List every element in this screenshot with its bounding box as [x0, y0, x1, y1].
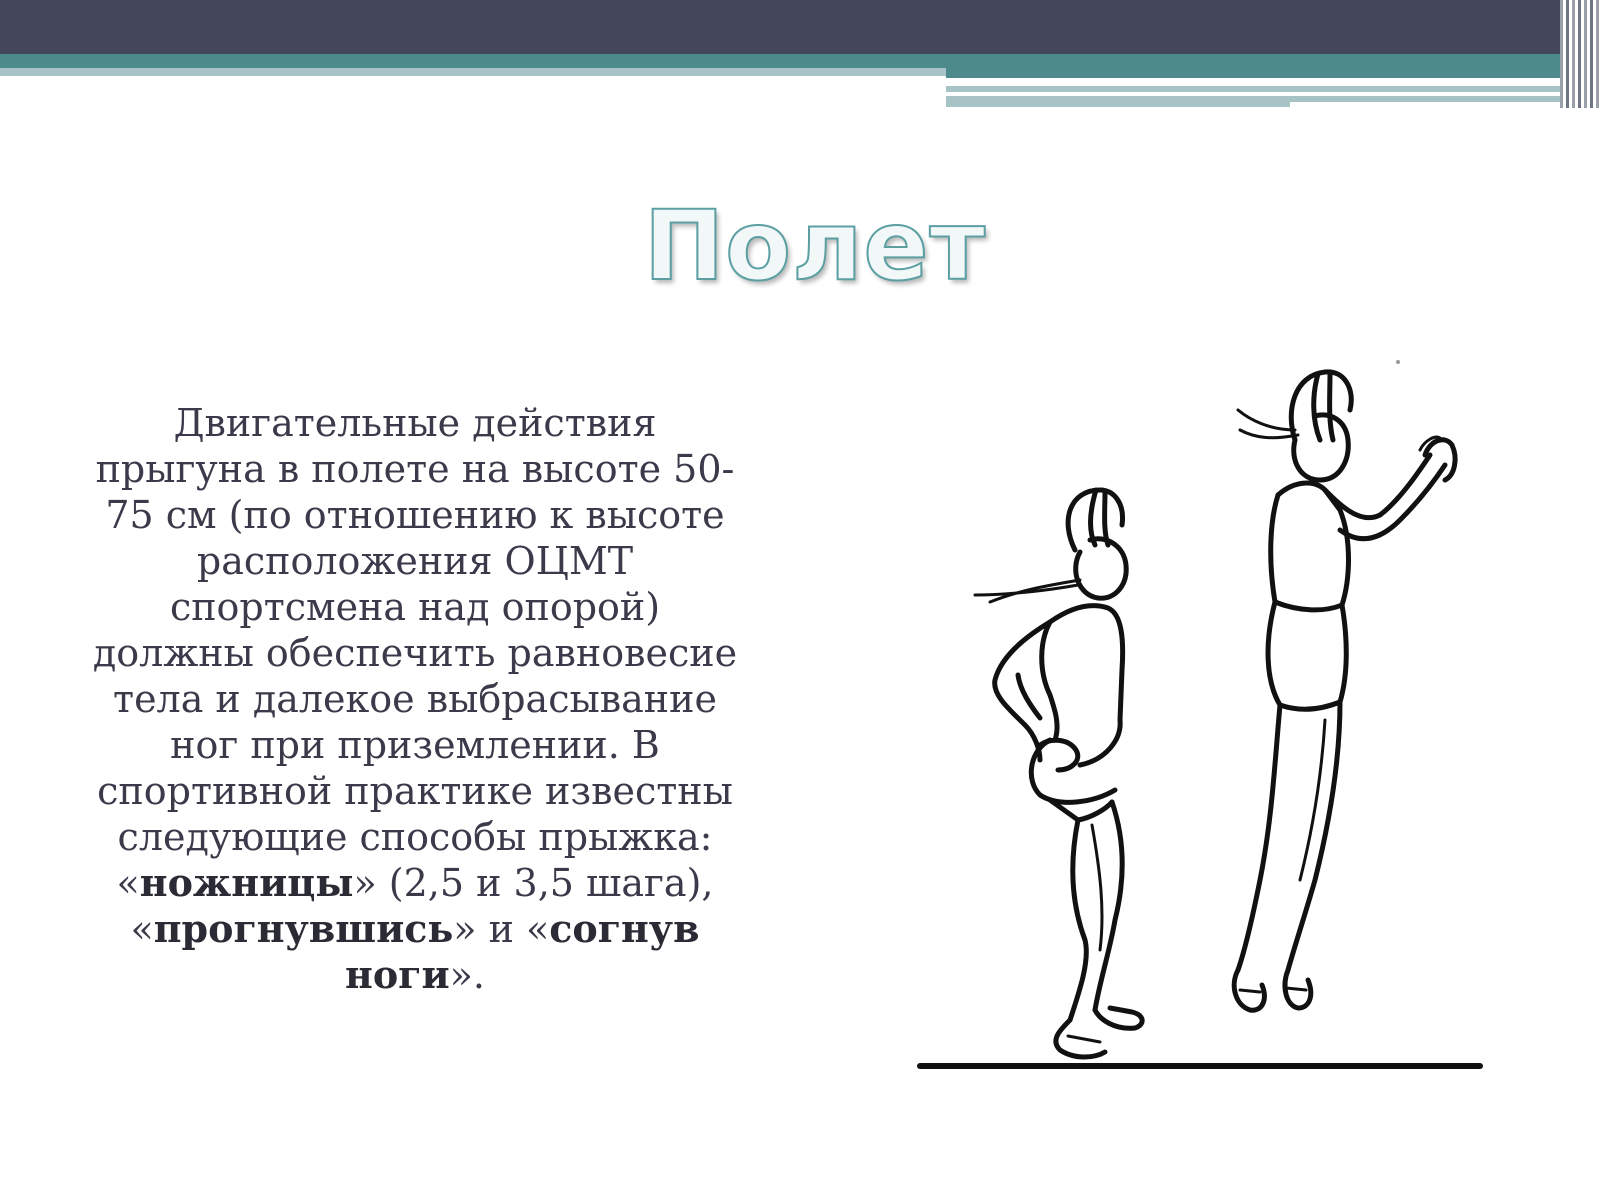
body-paragraph [90, 400, 740, 998]
header-band-teal [0, 54, 1560, 68]
slide-title: Полет [643, 190, 987, 302]
jumper-figure-flight [1234, 372, 1455, 1010]
paragraph-bold-1: ножницы [139, 860, 354, 905]
jumper-figure-takeoff [975, 490, 1142, 1057]
header-stripes-decoration [1560, 0, 1600, 108]
header-band-bottom [946, 96, 1290, 107]
paragraph-bold-3: согнув ноги [345, 906, 700, 997]
header-band-dark [0, 0, 1600, 54]
paragraph-text-3: » и « [453, 907, 550, 951]
paragraph-bold-2: прогнувшись [153, 906, 454, 951]
paragraph-text-2: » (2,5 и 3,5 шага), « [130, 861, 714, 951]
header-band-light [0, 68, 946, 76]
header-band-teal-right [946, 68, 1560, 78]
header-band-bottom-right [1290, 96, 1560, 102]
header-band-light-right [946, 86, 1560, 92]
paragraph-text-1: Двигательные действия прыгуна в полете на высоте 50-75 см (по отношению к высоте расположения ОЦМТ спортсмена над опорой) должны обеспечить равновесие тела и далекое выбрасывание ног при приземлении. В спортивной практике известны следующие способы прыжка: « [92, 401, 738, 905]
paragraph-text-4: ». [449, 953, 485, 997]
high-jump-figures-drawing [900, 340, 1500, 1080]
